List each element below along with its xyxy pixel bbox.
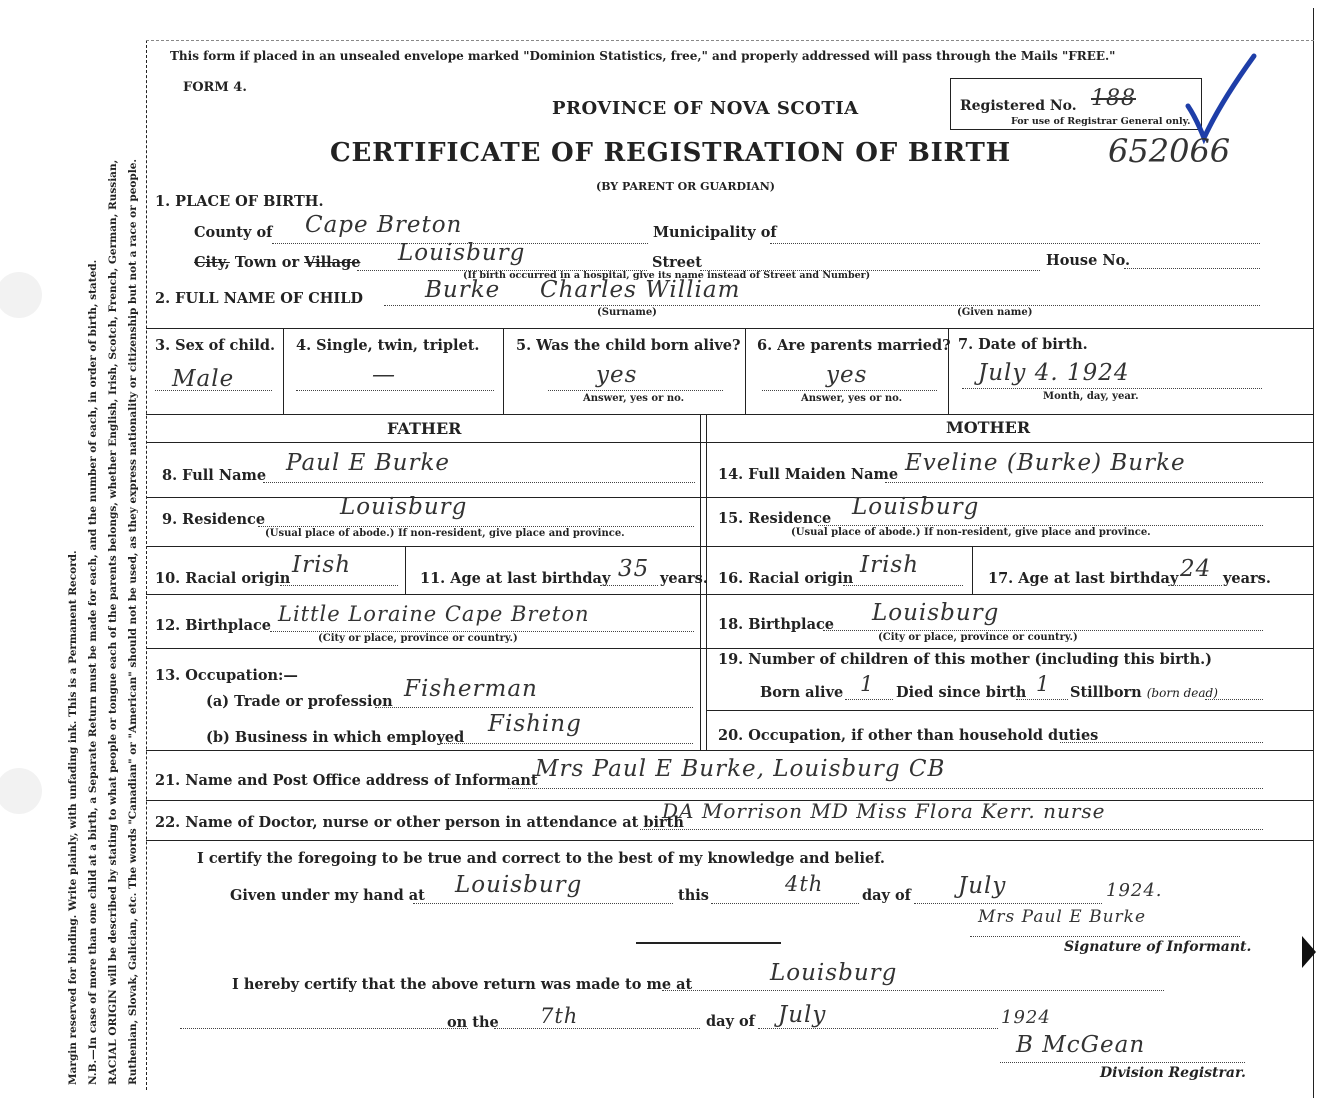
mother-birthplace-caption: (City or place, province or country.) (878, 632, 1078, 643)
born-alive-label: 5. Was the child born alive? (516, 337, 741, 354)
child-surname: Burke (425, 277, 501, 303)
informant-label: 21. Name and Post Office address of Informant (155, 772, 538, 789)
mother-residence-caption: (Usual place of abode.) If non-resident, give place and province. (791, 527, 1151, 538)
doctor-value: DA Morrison MD Miss Flora Kerr. nurse (662, 799, 1106, 823)
father-residence-label: 9. Residence (162, 511, 266, 528)
registration-day: 7th (540, 1004, 579, 1028)
born-alive-count: 1 (860, 672, 875, 696)
died-label: Died since birth (896, 684, 1027, 701)
town-label (194, 254, 360, 271)
married-caption: Answer, yes or no. (801, 393, 903, 404)
mother-name-value: Eveline (Burke) Burke (905, 450, 1186, 476)
margin-text-4: Ruthenian, Slovak, Galician, etc. The words "Canadian" or "American" should not be used, as they express nationality or citizenship but not a race or people. (127, 158, 139, 1085)
punch-hole-top (0, 272, 42, 318)
children-count-label: 19. Number of children of this mother (including this birth.) (718, 651, 1213, 668)
father-age-value: 35 (618, 556, 650, 582)
village-struck: Village (304, 254, 361, 271)
father-racial-value: Irish (292, 552, 352, 578)
mother-heading: MOTHER (946, 418, 1031, 437)
registered-box (950, 78, 1202, 130)
mother-age-value: 24 (1180, 556, 1212, 582)
mother-name-label: 14. Full Maiden Name (718, 466, 899, 483)
registration-year: 1924 (1001, 1007, 1051, 1028)
trade-value: Fisherman (404, 676, 538, 702)
trade-label: (a) Trade or profession (206, 693, 393, 710)
town-or: Town or (234, 254, 300, 271)
street-label: Street (652, 254, 702, 271)
certification-separator (636, 942, 781, 944)
father-age-unit: years. (660, 570, 708, 587)
child-given-name: Charles William (540, 277, 741, 303)
town-value: Louisburg (398, 240, 526, 266)
reg-day-of-label: day of (706, 1013, 755, 1030)
certify-statement: I certify the foregoing to be true and correct to the best of my knowledge and belief. (197, 850, 885, 867)
alive-caption: Answer, yes or no. (583, 393, 685, 404)
father-name-value: Paul E Burke (286, 450, 450, 476)
dob-caption: Month, day, year. (1043, 391, 1139, 402)
mother-racial-label: 16. Racial origin (718, 570, 854, 587)
father-birthplace-value: Little Loraine Cape Breton (278, 602, 590, 626)
registered-value: 188 (1091, 86, 1136, 111)
punch-hole-bottom (0, 768, 42, 814)
registration-month: July (778, 1002, 827, 1028)
given-month: July (958, 873, 1007, 899)
plurality-label: 4. Single, twin, triplet. (296, 337, 480, 354)
married-label: 6. Are parents married? (757, 337, 951, 354)
county-value: Cape Breton (305, 212, 463, 238)
doctor-label: 22. Name of Doctor, nurse or other person in attendance at birth (155, 814, 684, 831)
house-label: House No. (1046, 252, 1131, 269)
on-the-label: on the (447, 1014, 499, 1031)
registered-label: Registered No. (960, 98, 1077, 114)
informant-signature-caption: Signature of Informant. (1064, 939, 1252, 955)
father-name-label: 8. Full Name (162, 467, 267, 484)
died-count: 1 (1036, 672, 1051, 696)
municipality-label: Municipality of (653, 224, 777, 241)
informant-signature: Mrs Paul E Burke (978, 907, 1147, 927)
sex-value: Male (172, 366, 235, 392)
father-occupation-label: 13. Occupation:— (155, 667, 298, 684)
hospital-note: (If birth occurred in a hospital, give its name instead of Street and Number) (463, 270, 871, 281)
day-of-label: day of (862, 887, 911, 904)
given-year: 1924. (1106, 880, 1163, 901)
rule-row3-top (146, 328, 1314, 329)
mother-residence-value: Louisburg (852, 494, 980, 520)
mother-racial-value: Irish (860, 552, 920, 578)
father-birthplace-caption: (City or place, province or country.) (318, 633, 518, 644)
father-heading: FATHER (387, 419, 462, 438)
hereby-place: Louisburg (770, 960, 898, 986)
given-under-label: Given under my hand at (230, 887, 425, 904)
registrar-caption: Division Registrar. (1100, 1065, 1246, 1081)
corner-marker-icon (1300, 934, 1318, 970)
county-label: County of (194, 224, 273, 241)
plurality-value: — (372, 362, 396, 388)
hereby-statement: I hereby certify that the above return was made to me at (232, 976, 693, 993)
registrar-note: For use of Registrar General only. (1011, 116, 1191, 127)
father-racial-label: 10. Racial origin (155, 570, 291, 587)
father-residence-value: Louisburg (340, 494, 468, 520)
dob-label: 7. Date of birth. (958, 336, 1088, 353)
margin-text-1: Margin reserved for binding. Write plainly, with unfading ink. This is a Permanent Record. (67, 550, 79, 1085)
mother-age-label: 17. Age at last birthday (988, 570, 1179, 587)
father-age-label: 11. Age at last birthday (420, 570, 611, 587)
margin-text-2: N.B.—In case of more than one child at a birth, a Separate Return must be made for each, and the number of each, in order of birth, stated. (87, 259, 99, 1085)
business-value: Fishing (488, 711, 582, 737)
frame-top (146, 40, 1314, 41)
surname-caption: (Surname) (597, 307, 657, 318)
given-day: 4th (785, 872, 824, 896)
rule-parents-top (146, 414, 1314, 415)
registrar-signature: B McGean (1016, 1032, 1146, 1058)
given-caption: (Given name) (957, 307, 1033, 318)
this-label: this (678, 887, 709, 904)
married-value: yes (826, 362, 868, 388)
mother-birthplace-label: 18. Birthplace (718, 616, 835, 633)
mother-birthplace-value: Louisburg (872, 600, 1000, 626)
city-struck: City, (194, 254, 230, 271)
stillborn-label (1070, 684, 1218, 701)
certificate-subtitle: (BY PARENT OR GUARDIAN) (596, 180, 775, 193)
stillborn-text: Stillborn (1070, 684, 1142, 701)
margin-rule (146, 40, 147, 1090)
stillborn-note: (born dead) (1146, 686, 1218, 700)
given-place: Louisburg (455, 872, 583, 898)
place-of-birth-heading: 1. PLACE OF BIRTH. (155, 193, 324, 210)
child-name-label: 2. FULL NAME OF CHILD (155, 290, 363, 307)
business-label: (b) Business in which employed (206, 729, 465, 746)
born-alive-count-label: Born alive (760, 684, 844, 701)
certificate-title: CERTIFICATE OF REGISTRATION OF BIRTH (330, 138, 1012, 168)
born-alive-value: yes (596, 362, 638, 388)
form-number: FORM 4. (183, 80, 247, 95)
margin-text-3: RACIAL ORIGIN will be described by stating to what people or tongue each of the parents belongs, whether English, Irish, Scotch, French, German, Russian, (107, 159, 119, 1085)
dob-value: July 4. 1924 (978, 360, 1130, 386)
mother-occupation-label: 20. Occupation, if other than household duties (718, 727, 1099, 744)
sex-label: 3. Sex of child. (155, 337, 276, 354)
certificate-number: 652066 (1108, 132, 1231, 170)
father-residence-caption: (Usual place of abode.) If non-resident, give place and province. (265, 528, 625, 539)
mail-notice: This form if placed in an unsealed envelope marked "Dominion Statistics, free," and properly addressed will pass through the Mails "FREE." (170, 49, 1116, 63)
province-heading: PROVINCE OF NOVA SCOTIA (552, 98, 859, 119)
mother-residence-label: 15. Residence (718, 510, 832, 527)
mother-age-unit: years. (1223, 570, 1271, 587)
father-birthplace-label: 12. Birthplace (155, 617, 272, 634)
informant-value: Mrs Paul E Burke, Louisburg CB (535, 756, 946, 782)
